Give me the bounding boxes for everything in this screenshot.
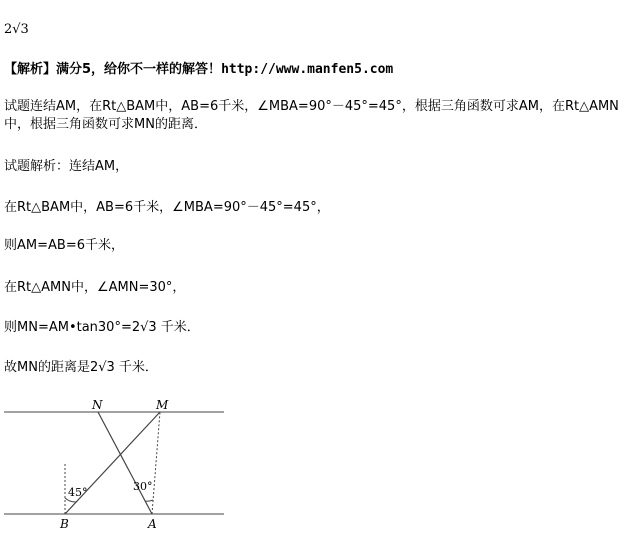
analysis-line-1: 试题连结AM，在Rt△BAM中，AB=6千米，∠MBA=90°－45°=45°，根据三角函数可求AM，在Rt△AMN [4,99,619,114]
label-b: B [60,517,69,531]
source-url[interactable]: http://www.manfen5.com [221,62,394,77]
segment-an [98,412,152,514]
analysis-bracket-label: 【解析】 [4,62,57,77]
analysis-line-2: 中，根据三角函数可求MN的距离． [4,117,207,132]
solution-step-4: 则MN=AM•tan30°=2√3 千米． [4,320,200,335]
vertical-dotted-a [152,412,160,514]
solution-step-1: 在Rt△BAM中，AB=6千米，∠MBA=90°－45°=45°， [4,200,330,215]
solution-step-3: 在Rt△AMN中，∠AMN=30°， [4,280,186,295]
analysis-heading [4,62,393,78]
angle-arc-30 [145,500,153,501]
angle-label-30: 30° [133,480,153,493]
geometry-figure [0,390,240,540]
solution-conclusion: 故MN的距离是2√3 千米． [4,360,158,375]
label-n: N [92,398,103,412]
solution-intro: 试题解析：连结AM， [4,159,129,174]
answer-value: 2√3 [4,22,29,37]
score-text: 满分5，给你不一样的解答！ [56,62,222,77]
label-a: A [148,517,157,531]
angle-label-45: 45° [68,486,88,499]
label-m: M [156,398,169,412]
solution-step-2: 则AM=AB=6千米， [4,238,124,253]
